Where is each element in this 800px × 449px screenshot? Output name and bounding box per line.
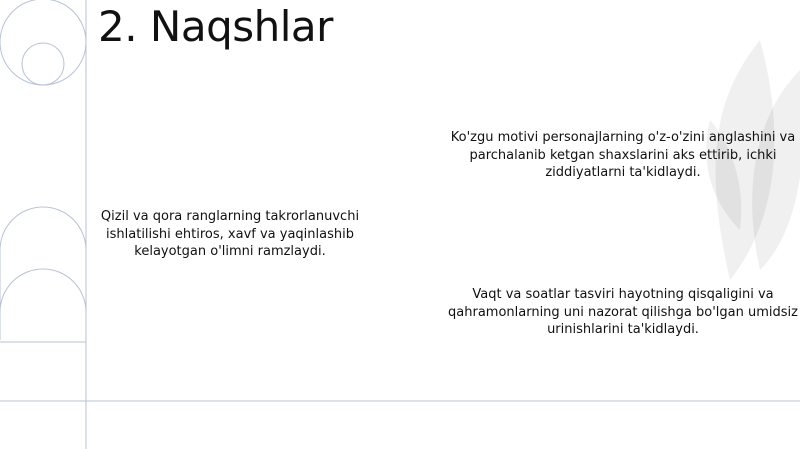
mirror-motif-text: Ko'zgu motivi personajlarning o'z-o'zini anglashini va parchalanib ketgan shaxslarini aks ettirib, ichki ziddiyatlarni ta'kidlaydi.: [450, 130, 796, 180]
color-motif-text: Qizil va qora ranglarning takrorlanuvchi ishlatilishi ehtiros, xavf va yaqinlashib kelayotgan o'limni ramzlaydi.: [100, 209, 360, 259]
slide-title: 2. Naqshlar: [98, 2, 333, 51]
time-motif-text: Vaqt va soatlar tasviri hayotning qisqaligini va qahramonlarning uni nazorat qilishga bo'lgan umidsiz urinishlarini ta'kidlaydi.: [448, 287, 798, 337]
